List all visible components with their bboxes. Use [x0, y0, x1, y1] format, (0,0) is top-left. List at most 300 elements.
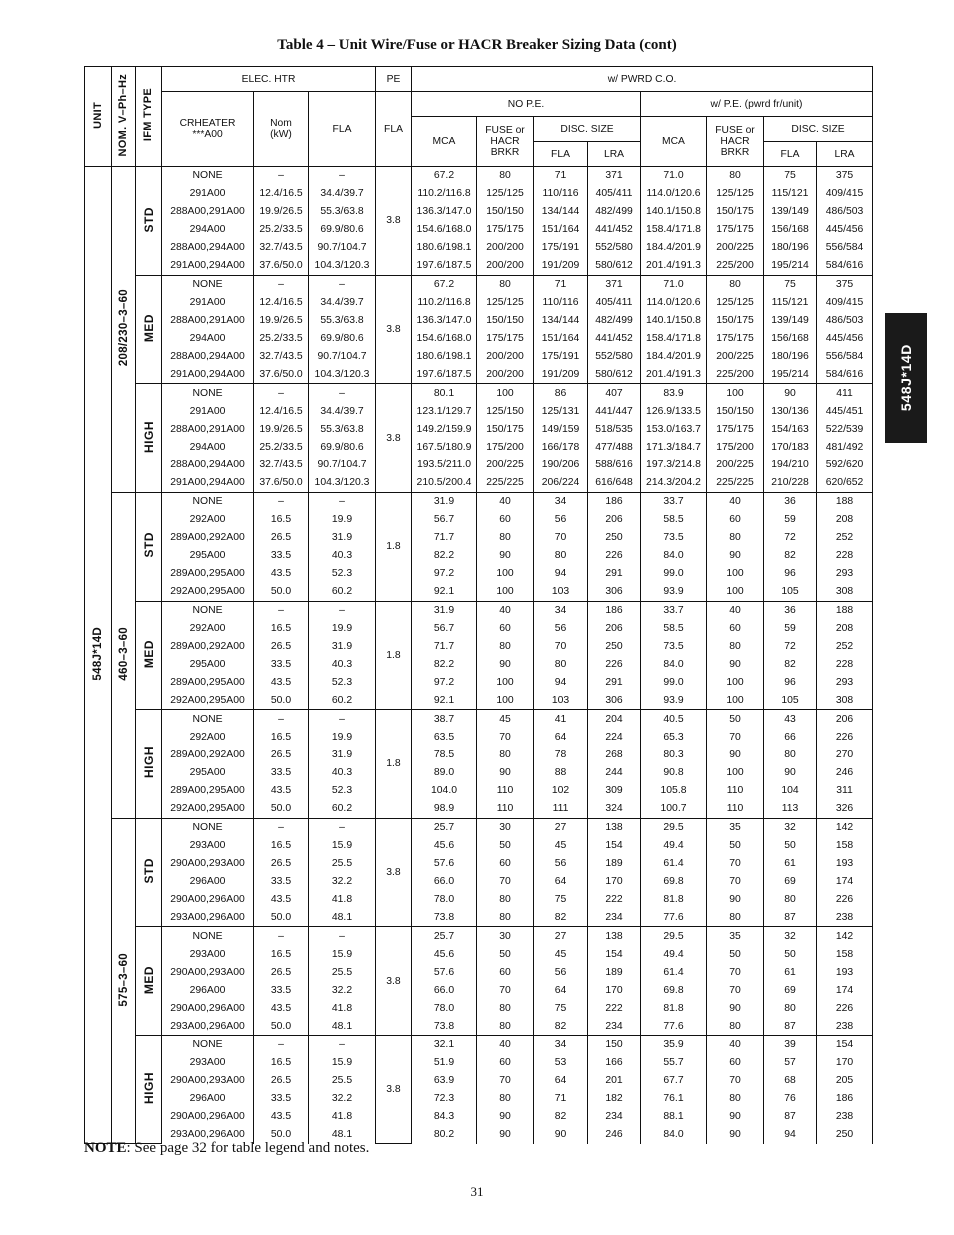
- table-cell: 291A00: [162, 402, 254, 420]
- voltage-cell: [112, 492, 136, 818]
- table-cell: 34.4/39.7: [309, 402, 376, 420]
- table-row: [85, 221, 873, 239]
- table-cell: 150/150: [707, 402, 764, 420]
- table-cell: 73.8: [412, 1017, 477, 1035]
- table-cell: 69: [764, 981, 817, 999]
- table-cell: 43: [764, 710, 817, 728]
- table-cell: 103: [534, 583, 588, 601]
- table-row: [85, 782, 873, 800]
- table-cell: 84.0: [641, 655, 707, 673]
- table-cell: 60: [477, 963, 534, 981]
- table-cell: 225/200: [707, 365, 764, 383]
- table-cell: 90: [764, 764, 817, 782]
- table-cell: NONE: [162, 818, 254, 836]
- table-cell: 115/121: [764, 185, 817, 203]
- table-cell: 80.2: [412, 1126, 477, 1144]
- pe-fla-header: FLA: [376, 92, 412, 167]
- voltage-cell: [112, 818, 136, 1143]
- table-cell: 34.4/39.7: [309, 185, 376, 203]
- table-cell: 16.5: [254, 511, 309, 529]
- table-row: [85, 927, 873, 945]
- table-cell: 73.8: [412, 908, 477, 926]
- table-cell: 40: [477, 492, 534, 510]
- table-cell: 191/209: [534, 257, 588, 275]
- pe-fla-cell: 3.8: [376, 384, 412, 493]
- table-cell: 45: [534, 837, 588, 855]
- table-cell: 71.0: [641, 275, 707, 293]
- table-cell: 80.3: [641, 746, 707, 764]
- table-cell: 82: [534, 1017, 588, 1035]
- table-cell: 75: [764, 167, 817, 185]
- ifm-type-cell: [136, 927, 162, 1036]
- table-cell: 100: [477, 384, 534, 402]
- table-cell: –: [254, 1036, 309, 1054]
- table-cell: 293A00,296A00: [162, 908, 254, 926]
- table-cell: 69.9/80.6: [309, 329, 376, 347]
- table-cell: 138: [588, 927, 641, 945]
- table-cell: 70: [477, 1072, 534, 1090]
- fuse-hacr-header: FUSE or HACR BRKR: [707, 117, 764, 167]
- table-cell: 80: [707, 1017, 764, 1035]
- table-cell: 56: [534, 619, 588, 637]
- table-row: [85, 637, 873, 655]
- table-cell: 27: [534, 818, 588, 836]
- table-cell: 206: [588, 511, 641, 529]
- table-cell: 522/539: [817, 420, 873, 438]
- table-row: [85, 312, 873, 330]
- table-cell: 210/228: [764, 474, 817, 492]
- elec-htr-header: ELEC. HTR: [162, 67, 376, 92]
- table-cell: 25.5: [309, 963, 376, 981]
- table-cell: 110: [477, 800, 534, 818]
- table-cell: 26.5: [254, 529, 309, 547]
- table-cell: 76.1: [641, 1090, 707, 1108]
- table-cell: 90: [477, 547, 534, 565]
- table-cell: 125/125: [707, 185, 764, 203]
- table-cell: 69.8: [641, 873, 707, 891]
- table-cell: 180.6/198.1: [412, 239, 477, 257]
- table-cell: 64: [534, 1072, 588, 1090]
- table-cell: 584/616: [817, 365, 873, 383]
- table-body: [85, 167, 873, 1144]
- table-cell: 188: [817, 492, 873, 510]
- table-row: [85, 492, 873, 510]
- table-cell: 61.4: [641, 855, 707, 873]
- table-cell: 50.0: [254, 691, 309, 709]
- table-cell: 292A00,295A00: [162, 583, 254, 601]
- table-cell: 87: [764, 1017, 817, 1035]
- table-cell: 89.0: [412, 764, 477, 782]
- table-cell: 175/175: [477, 329, 534, 347]
- table-cell: 445/456: [817, 329, 873, 347]
- unit-cell: [85, 167, 112, 1144]
- table-cell: 197.3/214.8: [641, 456, 707, 474]
- table-cell: 19.9/26.5: [254, 312, 309, 330]
- table-cell: 80: [477, 1090, 534, 1108]
- table-cell: 174: [817, 873, 873, 891]
- table-cell: 60.2: [309, 583, 376, 601]
- table-row: [85, 945, 873, 963]
- table-cell: 37.6/50.0: [254, 257, 309, 275]
- table-cell: 238: [817, 1108, 873, 1126]
- table-cell: 32.7/43.5: [254, 347, 309, 365]
- table-cell: 290A00,296A00: [162, 891, 254, 909]
- table-cell: –: [254, 927, 309, 945]
- table-cell: 289A00,295A00: [162, 782, 254, 800]
- table-cell: 90: [707, 746, 764, 764]
- table-cell: 92.1: [412, 691, 477, 709]
- table-cell: 295A00: [162, 655, 254, 673]
- table-cell: 60.2: [309, 691, 376, 709]
- table-row: [85, 529, 873, 547]
- table-cell: 40.5: [641, 710, 707, 728]
- table-cell: 292A00,295A00: [162, 691, 254, 709]
- table-cell: 71: [534, 1090, 588, 1108]
- table-cell: 110: [477, 782, 534, 800]
- table-cell: 80: [477, 529, 534, 547]
- table-cell: 100: [707, 384, 764, 402]
- side-tab: [885, 313, 927, 443]
- table-cell: 149.2/159.9: [412, 420, 477, 438]
- table-cell: 290A00,293A00: [162, 855, 254, 873]
- table-cell: 134/144: [534, 203, 588, 221]
- table-cell: 80: [477, 167, 534, 185]
- table-cell: 55.3/63.8: [309, 312, 376, 330]
- table-cell: –: [254, 384, 309, 402]
- table-cell: 55.3/63.8: [309, 203, 376, 221]
- table-cell: 445/451: [817, 402, 873, 420]
- wire-fuse-sizing-table: [84, 66, 873, 1144]
- table-cell: 175/191: [534, 239, 588, 257]
- table-cell: 43.5: [254, 565, 309, 583]
- table-cell: 70: [477, 873, 534, 891]
- table-cell: 588/616: [588, 456, 641, 474]
- table-cell: 16.5: [254, 619, 309, 637]
- table-cell: 82: [764, 547, 817, 565]
- table-cell: 34: [534, 601, 588, 619]
- table-cell: 70: [707, 855, 764, 873]
- table-cell: 38.7: [412, 710, 477, 728]
- table-cell: 60: [477, 619, 534, 637]
- table-cell: 19.9: [309, 511, 376, 529]
- ifm-type-label: STD: [141, 532, 156, 558]
- table-cell: 214.3/204.2: [641, 474, 707, 492]
- table-cell: 193.5/211.0: [412, 456, 477, 474]
- table-cell: 150/175: [477, 420, 534, 438]
- table-cell: 180/196: [764, 347, 817, 365]
- table-cell: 83.9: [641, 384, 707, 402]
- table-cell: 208: [817, 511, 873, 529]
- table-cell: 289A00,295A00: [162, 673, 254, 691]
- table-cell: 170: [817, 1054, 873, 1072]
- table-cell: 87: [764, 908, 817, 926]
- table-cell: 100: [477, 691, 534, 709]
- table-cell: 201.4/191.3: [641, 365, 707, 383]
- table-cell: 48.1: [309, 1126, 376, 1144]
- table-cell: 293: [817, 565, 873, 583]
- table-cell: 309: [588, 782, 641, 800]
- table-row: [85, 837, 873, 855]
- table-cell: 139/149: [764, 312, 817, 330]
- table-row: [85, 547, 873, 565]
- table-cell: 15.9: [309, 837, 376, 855]
- table-cell: 92.1: [412, 583, 477, 601]
- table-cell: 100: [707, 583, 764, 601]
- table-cell: 80.1: [412, 384, 477, 402]
- table-cell: 290A00,296A00: [162, 1108, 254, 1126]
- table-cell: 193: [817, 963, 873, 981]
- table-cell: 60: [707, 619, 764, 637]
- table-row: [85, 456, 873, 474]
- table-cell: 80: [477, 999, 534, 1017]
- table-cell: 56: [534, 511, 588, 529]
- table-cell: 100: [707, 673, 764, 691]
- table-cell: 80: [707, 167, 764, 185]
- table-cell: 45: [477, 710, 534, 728]
- table-cell: 193: [817, 855, 873, 873]
- table-cell: 238: [817, 908, 873, 926]
- with-pe-header: w/ P.E. (pwrd fr/unit): [641, 92, 873, 117]
- table-cell: 50.0: [254, 583, 309, 601]
- table-cell: 86: [534, 384, 588, 402]
- table-cell: 616/648: [588, 474, 641, 492]
- table-cell: 441/452: [588, 221, 641, 239]
- table-cell: 33.5: [254, 1090, 309, 1108]
- ifm-type-cell: [136, 601, 162, 710]
- table-cell: 52.3: [309, 782, 376, 800]
- table-cell: 32.2: [309, 1090, 376, 1108]
- table-cell: 90: [707, 891, 764, 909]
- table-cell: 71: [534, 275, 588, 293]
- table-cell: –: [254, 710, 309, 728]
- table-row: [85, 565, 873, 583]
- table-cell: 27: [534, 927, 588, 945]
- table-cell: 288A00,291A00: [162, 203, 254, 221]
- table-cell: 186: [817, 1090, 873, 1108]
- table-cell: 518/535: [588, 420, 641, 438]
- table-cell: 105: [764, 691, 817, 709]
- table-cell: 51.9: [412, 1054, 477, 1072]
- pe-fla-cell: 1.8: [376, 710, 412, 819]
- table-title: Table 4 – Unit Wire/Fuse or HACR Breaker Sizing Data (cont): [277, 37, 677, 53]
- table-cell: 225/200: [707, 257, 764, 275]
- table-cell: 59: [764, 619, 817, 637]
- table-cell: 291A00: [162, 185, 254, 203]
- table-row: [85, 710, 873, 728]
- table-cell: –: [309, 927, 376, 945]
- table-cell: 149/159: [534, 420, 588, 438]
- table-cell: 226: [817, 891, 873, 909]
- table-cell: 114.0/120.6: [641, 294, 707, 312]
- table-cell: 16.5: [254, 945, 309, 963]
- pe-fla-cell: 3.8: [376, 275, 412, 384]
- table-cell: 33.5: [254, 764, 309, 782]
- disc-fla-header: FLA: [764, 142, 817, 167]
- table-cell: 222: [588, 891, 641, 909]
- table-cell: 40.3: [309, 655, 376, 673]
- table-cell: 170: [588, 873, 641, 891]
- table-cell: 175/191: [534, 347, 588, 365]
- ifm-type-label: MED: [141, 639, 156, 668]
- table-row: [85, 873, 873, 891]
- table-cell: 105: [764, 583, 817, 601]
- table-row: [85, 511, 873, 529]
- table-cell: 60: [707, 511, 764, 529]
- table-cell: 114.0/120.6: [641, 185, 707, 203]
- table-cell: 81.8: [641, 999, 707, 1017]
- table-cell: 53: [534, 1054, 588, 1072]
- table-cell: 291: [588, 673, 641, 691]
- pe-fla-cell: 3.8: [376, 818, 412, 927]
- table-row: [85, 855, 873, 873]
- table-cell: 228: [817, 547, 873, 565]
- table-cell: 43.5: [254, 891, 309, 909]
- table-cell: 206: [817, 710, 873, 728]
- table-cell: 80: [707, 1090, 764, 1108]
- table-cell: 82: [764, 655, 817, 673]
- table-cell: 72: [764, 529, 817, 547]
- table-cell: 291A00: [162, 294, 254, 312]
- table-cell: 93.9: [641, 583, 707, 601]
- table-cell: 100: [707, 764, 764, 782]
- table-cell: 64: [534, 981, 588, 999]
- table-cell: 72: [764, 637, 817, 655]
- table-cell: 175/175: [477, 221, 534, 239]
- table-cell: 31.9: [309, 529, 376, 547]
- table-cell: 31.9: [412, 492, 477, 510]
- table-cell: 375: [817, 275, 873, 293]
- table-cell: 139/149: [764, 203, 817, 221]
- table-cell: 60: [477, 855, 534, 873]
- table-cell: 125/125: [477, 185, 534, 203]
- table-cell: 33.5: [254, 547, 309, 565]
- table-cell: 110: [707, 800, 764, 818]
- table-cell: 12.4/16.5: [254, 402, 309, 420]
- table-cell: –: [309, 710, 376, 728]
- table-row: [85, 1090, 873, 1108]
- voltage-label: 208/230–3–60: [117, 289, 130, 367]
- table-cell: 48.1: [309, 1017, 376, 1035]
- table-row: [85, 1017, 873, 1035]
- table-cell: 104: [764, 782, 817, 800]
- table-cell: 311: [817, 782, 873, 800]
- ifm-type-header: IFM TYPE: [136, 67, 162, 167]
- table-cell: 293A00: [162, 945, 254, 963]
- table-cell: 110/116: [534, 185, 588, 203]
- table-cell: 371: [588, 275, 641, 293]
- table-cell: 405/411: [588, 294, 641, 312]
- table-cell: 12.4/16.5: [254, 185, 309, 203]
- table-cell: 80: [534, 655, 588, 673]
- table-cell: 33.5: [254, 873, 309, 891]
- table-cell: 71.7: [412, 529, 477, 547]
- table-cell: 371: [588, 167, 641, 185]
- table-cell: 195/214: [764, 365, 817, 383]
- table-cell: 289A00,292A00: [162, 637, 254, 655]
- ifm-type-label: MED: [141, 965, 156, 994]
- table-cell: 225/225: [707, 474, 764, 492]
- table-cell: 234: [588, 1108, 641, 1126]
- table-cell: 226: [817, 728, 873, 746]
- table-cell: 60: [707, 1054, 764, 1072]
- ifm-type-label: HIGH: [141, 746, 156, 779]
- table-cell: 19.9: [309, 619, 376, 637]
- table-cell: 50: [477, 837, 534, 855]
- table-cell: 84.0: [641, 547, 707, 565]
- table-cell: 295A00: [162, 764, 254, 782]
- table-cell: 100: [707, 565, 764, 583]
- ifm-type-label: HIGH: [141, 420, 156, 453]
- table-cell: 293A00,296A00: [162, 1126, 254, 1144]
- table-cell: 25.5: [309, 1072, 376, 1090]
- table-cell: 12.4/16.5: [254, 294, 309, 312]
- table-cell: 407: [588, 384, 641, 402]
- table-row: [85, 384, 873, 402]
- table-cell: 45.6: [412, 945, 477, 963]
- table-cell: 288A00,291A00: [162, 312, 254, 330]
- table-cell: 246: [817, 764, 873, 782]
- table-row: [85, 1072, 873, 1090]
- unit-header: UNIT: [85, 67, 112, 167]
- table-cell: 184.4/201.9: [641, 347, 707, 365]
- table-row: [85, 420, 873, 438]
- table-cell: 291A00,294A00: [162, 365, 254, 383]
- table-cell: 50.0: [254, 1126, 309, 1144]
- table-cell: 482/499: [588, 203, 641, 221]
- table-cell: 246: [588, 1126, 641, 1144]
- table-row: [85, 1054, 873, 1072]
- table-cell: 84.0: [641, 1126, 707, 1144]
- table-row: [85, 167, 873, 185]
- table-cell: 80: [477, 746, 534, 764]
- table-cell: 82.2: [412, 655, 477, 673]
- table-cell: 80: [707, 637, 764, 655]
- table-cell: 154.6/168.0: [412, 329, 477, 347]
- table-cell: 31.9: [309, 637, 376, 655]
- table-cell: 104.3/120.3: [309, 474, 376, 492]
- table-cell: 324: [588, 800, 641, 818]
- table-cell: 77.6: [641, 908, 707, 926]
- table-cell: 154: [817, 1036, 873, 1054]
- table-cell: 166: [588, 1054, 641, 1072]
- table-cell: 291A00,294A00: [162, 474, 254, 492]
- table-cell: 252: [817, 637, 873, 655]
- table-cell: 33.7: [641, 601, 707, 619]
- table-cell: 295A00: [162, 547, 254, 565]
- table-cell: 87: [764, 1108, 817, 1126]
- table-cell: 94: [534, 673, 588, 691]
- table-cell: 55.3/63.8: [309, 420, 376, 438]
- table-cell: 96: [764, 565, 817, 583]
- table-cell: –: [254, 818, 309, 836]
- table-row: [85, 908, 873, 926]
- table-cell: 70: [477, 981, 534, 999]
- table-row: [85, 347, 873, 365]
- table-cell: 70: [707, 873, 764, 891]
- table-row: [85, 329, 873, 347]
- table-cell: 138: [588, 818, 641, 836]
- table-cell: 175/200: [477, 438, 534, 456]
- table-cell: 291: [588, 565, 641, 583]
- table-cell: 201: [588, 1072, 641, 1090]
- table-cell: 90.7/104.7: [309, 239, 376, 257]
- table-cell: NONE: [162, 927, 254, 945]
- table-cell: 100: [477, 565, 534, 583]
- table-cell: 82: [534, 1108, 588, 1126]
- table-cell: 80: [764, 999, 817, 1017]
- table-cell: 186: [588, 601, 641, 619]
- table-cell: 174: [817, 981, 873, 999]
